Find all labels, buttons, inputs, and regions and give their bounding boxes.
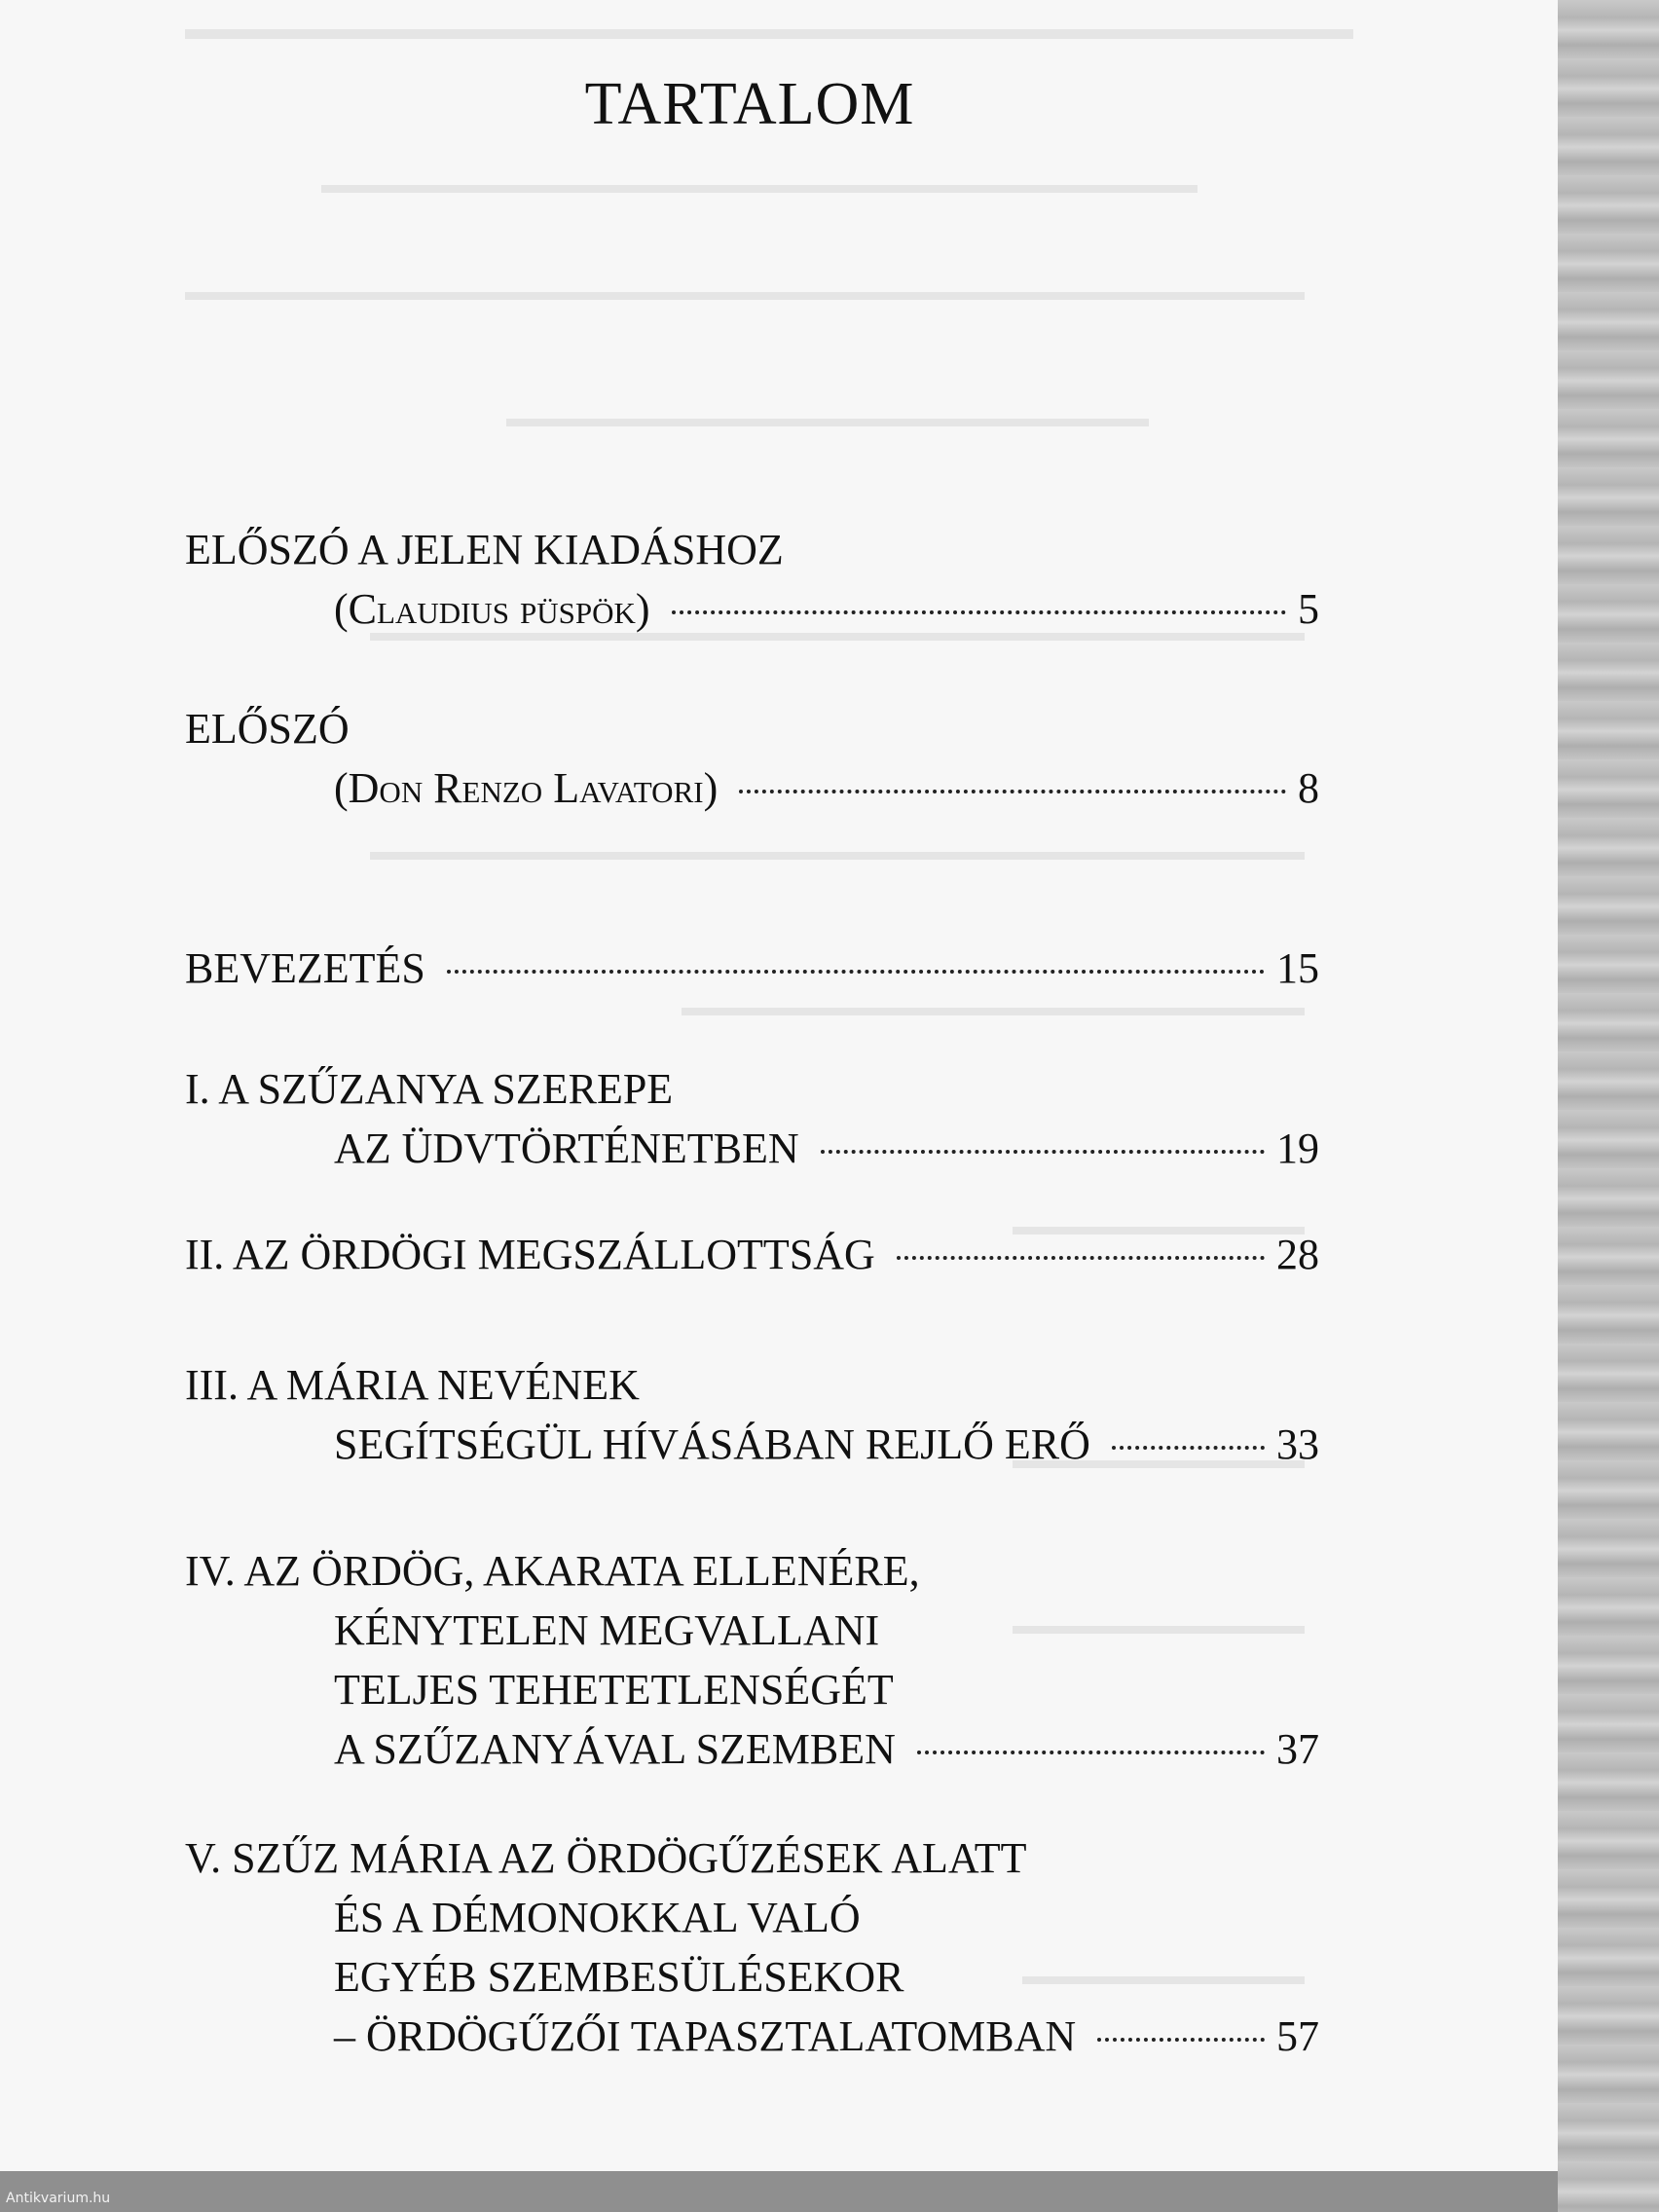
dot-leader	[917, 1751, 1265, 1754]
toc-heading: II. AZ ÖRDÖGI MEGSZÁLLOTTSÁG	[185, 1231, 875, 1278]
toc-entry	[185, 699, 1319, 818]
toc-page-number: 5	[1298, 585, 1319, 633]
dot-leader	[821, 1150, 1265, 1154]
toc-heading: I. A SZŰZANYA SZEREPE	[185, 1065, 674, 1113]
toc-heading-continuation: TELJES TEHETETLENSÉGÉT	[334, 1666, 894, 1714]
toc-leader-line	[185, 1119, 1319, 1178]
dot-leader	[1112, 1446, 1265, 1450]
toc-heading-continuation: KÉNYTELEN MEGVALLANI	[334, 1606, 880, 1654]
toc-leader-line	[185, 1225, 1319, 1284]
toc-entry	[185, 1059, 1319, 1178]
toc-entry	[185, 1828, 1319, 2066]
toc-heading: III. A MÁRIA NEVÉNEK	[185, 1361, 640, 1409]
toc-heading-continuation: – ÖRDÖGŰZŐI TAPASZTALATOMBAN	[334, 2012, 1077, 2060]
toc-heading-continuation: EGYÉB SZEMBESÜLÉSEKOR	[334, 1953, 904, 2001]
toc-leader-line	[185, 2007, 1319, 2066]
dot-leader	[447, 970, 1265, 974]
toc-heading: ELŐSZÓ A JELEN KIADÁSHOZ	[185, 526, 784, 573]
dot-leader	[1097, 2038, 1265, 2042]
toc-entry	[185, 520, 1319, 639]
page-edge-background	[1558, 0, 1659, 2212]
toc-page-number: 57	[1276, 2012, 1319, 2060]
watermark: Antikvarium.hu	[6, 2191, 111, 2206]
dot-leader	[739, 790, 1286, 793]
toc-leader-line	[185, 758, 1319, 818]
toc-heading-continuation: AZ ÜDVTÖRTÉNETBEN	[334, 1124, 799, 1172]
toc-entry	[185, 1541, 1319, 1779]
toc-heading: V. SZŰZ MÁRIA AZ ÖRDÖGŰZÉSEK ALATT	[185, 1834, 1027, 1882]
toc-page-number: 33	[1276, 1420, 1319, 1468]
toc-page-number: 28	[1276, 1231, 1319, 1278]
toc-page-number: 19	[1276, 1124, 1319, 1172]
bottom-edge-background	[0, 2171, 1558, 2212]
toc-leader-line	[185, 1719, 1319, 1779]
toc-heading-continuation: SEGÍTSÉGÜL HÍVÁSÁBAN REJLŐ ERŐ	[334, 1420, 1090, 1468]
toc-page-number: 15	[1276, 944, 1319, 992]
toc-subtitle: (Claudius püspök)	[334, 585, 650, 633]
toc-heading-continuation: A SZŰZANYÁVAL SZEMBEN	[334, 1725, 896, 1773]
dot-leader	[672, 610, 1286, 614]
toc-leader-line	[185, 579, 1319, 639]
toc-entry	[185, 939, 1319, 998]
toc-heading: ELŐSZÓ	[185, 705, 350, 753]
toc-leader-line	[185, 1415, 1319, 1474]
toc-entry	[185, 1355, 1319, 1474]
toc-subtitle: (Don Renzo Lavatori)	[334, 764, 719, 812]
toc-heading-continuation: ÉS A DÉMONOKKAL VALÓ	[334, 1894, 861, 1941]
toc-heading: BEVEZETÉS	[185, 944, 425, 992]
toc-page-number: 37	[1276, 1725, 1319, 1773]
toc-leader-line	[185, 939, 1319, 998]
dot-leader	[897, 1256, 1265, 1260]
toc-page-number: 8	[1298, 764, 1319, 812]
toc-entry	[185, 1225, 1319, 1284]
page-title: TARTALOM	[584, 71, 915, 137]
toc-heading: IV. AZ ÖRDÖG, AKARATA ELLENÉRE,	[185, 1547, 920, 1595]
